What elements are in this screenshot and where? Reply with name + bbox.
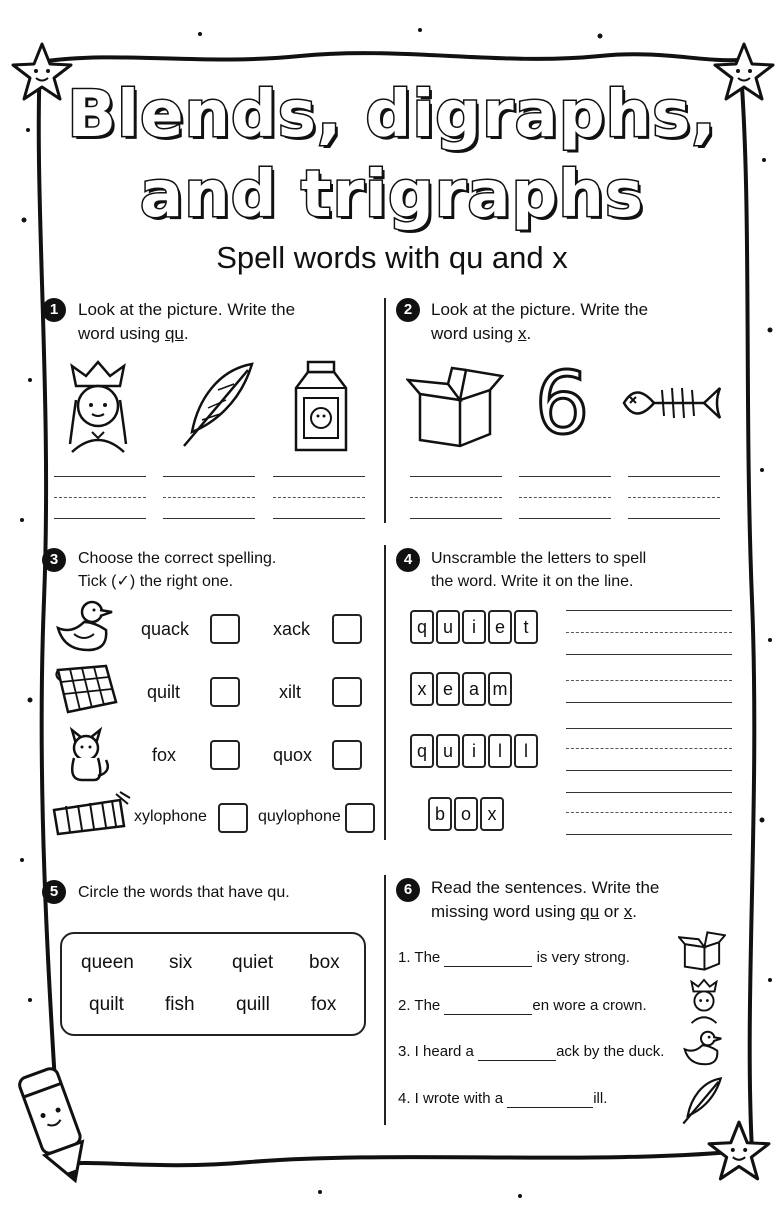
circle-word[interactable]: fox [311,994,337,1015]
writing-line-guide [628,497,720,498]
writing-line[interactable] [410,476,502,477]
writing-line-guide [410,497,502,498]
divider [384,545,386,840]
section4-instruction [431,547,646,593]
writing-line-guide [54,497,146,498]
number-six: 6 [534,354,590,454]
letter-tiles [410,610,540,644]
spelling-option: xilt [279,682,301,702]
circle-word[interactable]: fish [165,994,195,1015]
instruction-line: Choose the correct spelling. [78,550,277,567]
princess-icon [62,358,134,454]
writing-line[interactable] [273,518,365,519]
section-number: 4 [396,548,420,572]
writing-line-guide [566,812,732,813]
sentence: 4. I wrote with a ill. [398,1090,608,1107]
writing-line[interactable] [628,476,720,477]
answer-blank[interactable] [478,1043,556,1061]
writing-line[interactable] [566,702,732,703]
writing-line[interactable] [410,518,502,519]
spelling-option: quack [141,619,190,639]
page-title-line-1: Blends, digraphs, [67,78,717,152]
letter-tiles [410,672,514,706]
queen-icon [686,978,722,1024]
writing-line[interactable] [54,518,146,519]
letter-tile: t [514,610,538,644]
circle-word[interactable]: queen [81,952,134,973]
letter-tile: e [436,672,460,706]
writing-line-guide [566,632,732,633]
letter-tile: o [454,797,478,831]
writing-line[interactable] [566,834,732,835]
checkbox[interactable] [210,740,240,770]
instruction-line: Tick (✓) the right one. [78,573,234,590]
section-number: 2 [396,298,420,322]
fish-bone-icon [620,378,724,428]
checkbox[interactable] [210,614,240,644]
checkbox[interactable] [332,740,362,770]
section1-instruction [78,298,295,346]
writing-line[interactable] [566,728,732,729]
instruction-line: Unscramble the letters to spell [431,550,647,567]
star-icon [706,1118,772,1184]
writing-line[interactable] [519,518,611,519]
writing-line-guide [566,680,732,681]
writing-line-guide [566,748,732,749]
checkbox[interactable] [332,677,362,707]
circle-word[interactable]: box [309,952,340,973]
spelling-option: quilt [147,682,181,702]
writing-line-guide [163,497,255,498]
word-box [60,932,366,1036]
divider [384,298,386,523]
instruction-line: word using qu. [78,324,189,343]
writing-line[interactable] [163,518,255,519]
sentence: 1. The is very strong. [398,949,630,966]
answer-blank[interactable] [507,1090,593,1108]
section5-instruction: Circle the words that have qu. [78,884,290,901]
writing-line-guide [519,497,611,498]
duck-icon [682,1028,724,1068]
section2-instruction [431,298,648,346]
sentence: 2. The en wore a crown. [398,997,647,1014]
spelling-option: fox [152,745,177,765]
letter-tile: q [410,610,434,644]
letter-tile: q [410,734,434,768]
section-number: 6 [396,878,420,902]
letter-tile: x [410,672,434,706]
writing-line[interactable] [566,654,732,655]
box-icon [678,928,726,972]
page-subtitle: Spell words with qu and x [216,240,568,275]
spelling-option: xylophone [134,808,207,825]
milk-carton-icon [286,358,356,454]
letter-tile: x [480,797,504,831]
box-icon [406,364,504,448]
instruction-line: the word. Write it on the line. [431,573,634,590]
pencil-icon [10,1060,100,1190]
writing-line[interactable] [273,476,365,477]
letter-tile: i [462,610,486,644]
letter-tile: m [488,672,512,706]
writing-line[interactable] [566,792,732,793]
letter-tile: u [436,734,460,768]
section-number: 3 [42,548,66,572]
feather-icon [178,360,258,450]
instruction-line: Read the sentences. Write the [431,878,660,897]
quilt-icon [54,662,120,718]
writing-line-guide [273,497,365,498]
spelling-option: xack [273,619,311,639]
letter-tile: l [514,734,538,768]
instruction-line: Look at the picture. Write the [431,300,649,319]
xylophone-icon [50,790,132,840]
instruction-line: Look at the picture. Write the [78,300,296,319]
writing-line[interactable] [54,476,146,477]
writing-line[interactable] [163,476,255,477]
fox-icon [58,722,114,784]
feather-icon [680,1076,724,1126]
circle-word[interactable]: six [169,952,193,973]
letter-tile: l [488,734,512,768]
spelling-option: quox [273,745,313,765]
letter-tile: b [428,797,452,831]
letter-tile: e [488,610,512,644]
letter-tiles [410,734,540,768]
letter-tile: u [436,610,460,644]
instruction-line: word using x. [431,324,532,343]
letter-tiles [428,797,506,831]
writing-line[interactable] [628,518,720,519]
checkbox[interactable] [332,614,362,644]
checkbox[interactable] [210,677,240,707]
circle-word[interactable]: quiet [232,952,274,973]
answer-blank[interactable] [444,949,532,967]
section-number: 1 [42,298,66,322]
answer-blank[interactable] [444,997,532,1015]
page-title-line-2: and trigraphs [140,158,644,232]
circle-word[interactable]: quilt [89,994,124,1015]
duck-icon [54,598,116,654]
instruction-line: missing word using qu or x. [431,902,637,921]
writing-line[interactable] [566,610,732,611]
writing-line[interactable] [519,476,611,477]
sentence: 3. I heard a ack by the duck. [398,1043,665,1060]
letter-tile: a [462,672,486,706]
section6-instruction [431,876,659,924]
checkbox[interactable] [345,803,375,833]
section3-instruction [78,547,276,593]
letter-tile: i [462,734,486,768]
divider [384,875,386,1125]
spelling-option: quylophone [258,808,341,825]
writing-line[interactable] [566,770,732,771]
checkbox[interactable] [218,803,248,833]
section-number: 5 [42,880,66,904]
circle-word[interactable]: quill [236,994,270,1015]
